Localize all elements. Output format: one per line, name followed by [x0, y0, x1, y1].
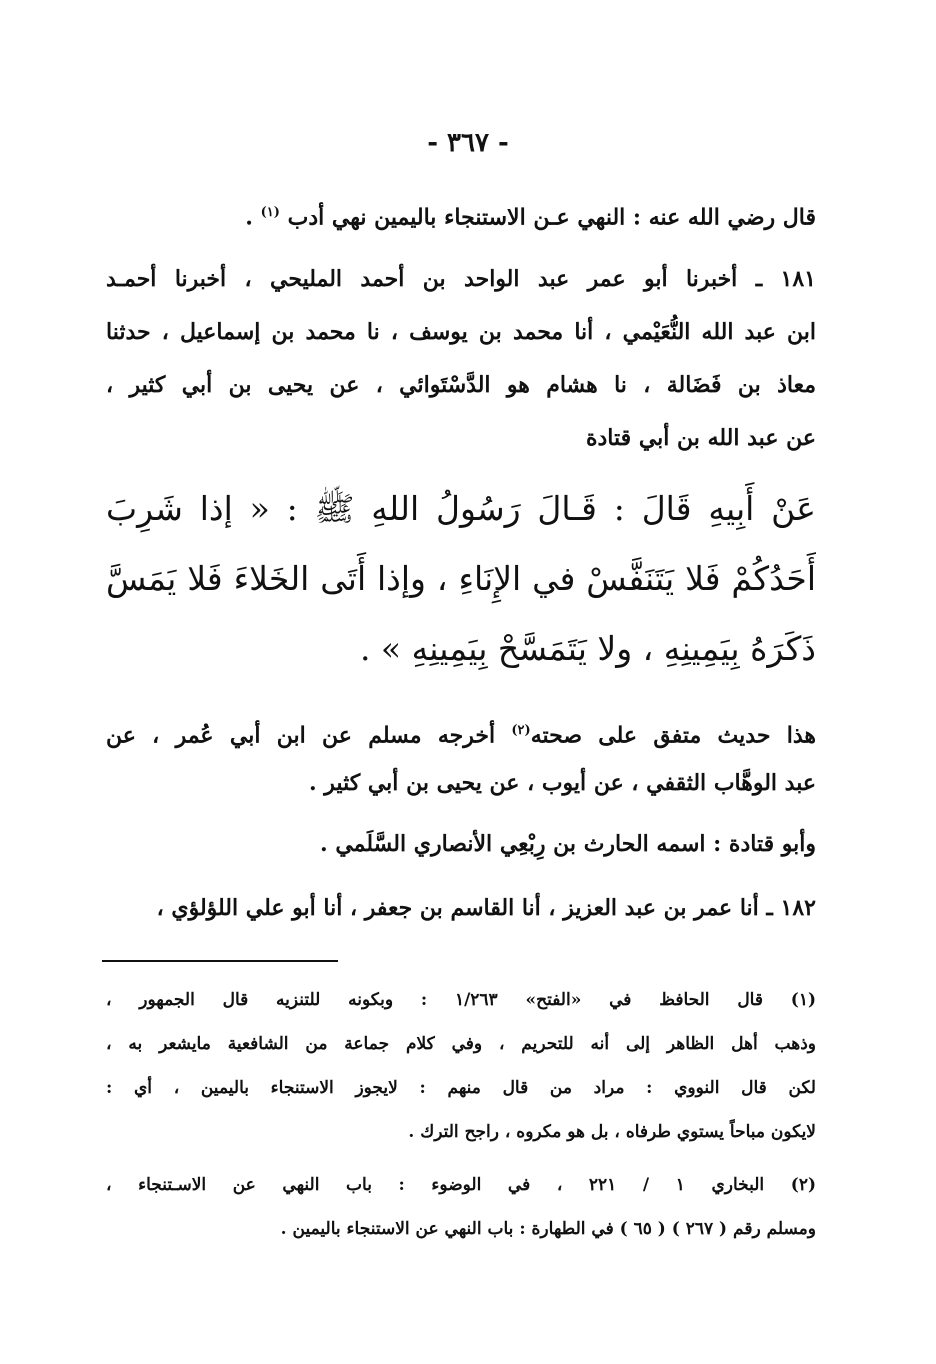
intro-paragraph [106, 186, 816, 239]
footnote-1-line-1: (١) قال الحافظ في «الفتح» ١/٢٦٣ : وبكونه للتنزيه قال الجمهور ، [106, 990, 816, 1010]
hadith-matn [106, 474, 816, 684]
isnad-line-2: ابن عبد الله النُّعَيْمي ، أنا محمد بن يوسف ، نا محمد بن إسماعيل ، حدثنا [106, 319, 816, 345]
footnote-1 [106, 978, 816, 1154]
takhrij-line-2: عبد الوهَّاب الثقفي ، عن أيوب ، عن يحيى بن أبي كثير . [308, 770, 816, 796]
footnote-1-line-3: لكن قال النووي : مراد من قال منهم : لايجوز الاستنجاء باليمين ، أي : [106, 1078, 816, 1098]
intro-text: قال رضي الله عنه : النهي عـن الاستنجاء باليمين نهي أدب [287, 204, 816, 231]
footnote-2-line-1: (٢) البخاري ١ / ٢٢١ ، في الوضوء : باب النهي عن الاسـتنجاء ، [106, 1175, 816, 1195]
takhrij-line-1-start: هذا حديث متفق على صحته [530, 722, 816, 749]
takhrij-paragraph [106, 704, 816, 810]
page-number: - ٣٦٧ - [427, 128, 509, 158]
footnote-2 [106, 1163, 816, 1251]
footnote-1-line-4: لايكون مباحاً يستوي طرفاه ، بل هو مكروه ، راجح الترك . [408, 1122, 816, 1142]
footnote-ref-1: (١) [260, 205, 280, 220]
matn-line-2: أَحَدُكُمْ فَلا يَتَنَفَّسْ في الإِنَاءِ ، وإذا أَتَى الخَلاءَ فَلا يَمَسَّ [106, 559, 816, 598]
footnote-2-line-2: ومسلم رقم ( ٢٦٧ ) ( ٦٥ ) في الطهارة : باب النهي عن الاستنجاء باليمين . [280, 1219, 816, 1239]
narrator-note-line: وأبو قتادة : اسمه الحارث بن رِبْعِي الأنصاري السَّلَمي . [320, 831, 816, 857]
footnote-separator [102, 960, 338, 962]
hadith-182 [106, 882, 816, 935]
isnad-line-4: عن عبد الله بن أبي قتادة [585, 425, 816, 451]
footnote-1-line-2: وذهب أهل الظاهر إلى أنه للتحريم ، وفي كلام جماعة من الشافعية مايشعر به ، [106, 1034, 816, 1054]
hadith-182-line: ١٨٢ ـ أنا عمر بن عبد العزيز ، أنا القاسم بن جعفر ، أنا أبو علي اللؤلؤي ، [156, 895, 816, 921]
isnad-line-3: معاذ بن فَضَالة ، نا هشام هو الدَّسْتَوائي ، عن يحيى بن أبي كثير ، [106, 372, 816, 398]
footnote-ref-2: (٢) [511, 723, 531, 738]
takhrij-line-1-end: أخرجه مسلم عن ابن أبي عُمر ، عن [106, 722, 496, 749]
intro-line [106, 186, 816, 239]
narrator-note [106, 818, 816, 871]
takhrij-line-1 [106, 704, 816, 757]
matn-line-1: عَنْ أَبِيهِ قَالَ : قَـالَ رَسُولُ اللهِ ﷺ : « إذا شَرِبَ [106, 489, 816, 528]
matn-line-3: ذَكَرَهُ بِيَمِينِهِ ، ولا يَتَمَسَّحْ بِيَمِينِهِ » . [359, 629, 816, 668]
hadith-181-isnad [106, 253, 816, 465]
intro-end: . [245, 204, 253, 231]
isnad-line-1: ١٨١ ـ أخبرنا أبو عمر عبد الواحد بن أحمد المليحي ، أخبرنا أحمـد [106, 266, 816, 292]
